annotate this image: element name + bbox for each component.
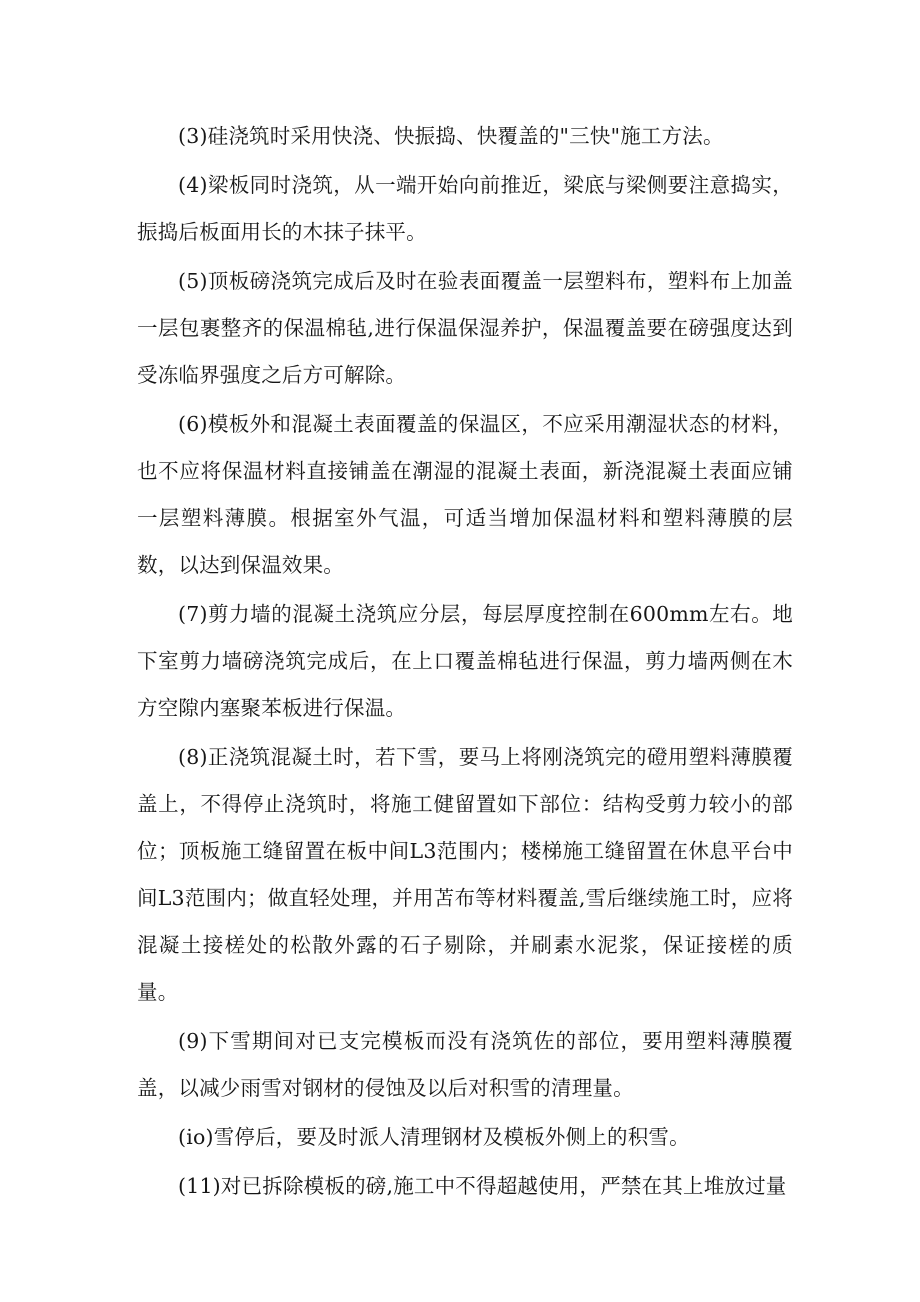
paragraph-6: (6)模板外和混凝土表面覆盖的保温区，不应采用潮湿状态的材料，也不应将保温材料直接铺盖在潮湿的混凝土表面，新浇混凝土表面应铺一层塑料薄膜。根据室外气温，可适当增加保温材料和塑料薄膜的层数，以达到保温效果。 bbox=[137, 412, 793, 577]
paragraph-8: (8)正浇筑混凝土时，若下雪，要马上将刚浇筑完的磴用塑料薄膜覆盖上，不得停止浇筑时，将施工健留置如下部位：结构受剪力较小的部位；顶板施工缝留置在板中间L3范围内；楼梯施工缝留置在休息平台中间L3范围内；做直轻处理，并用苫布等材料覆盖,雪后继续施工时，应将混凝土接槎处的松散外露的石子剔除，并刷素水泥浆，保证接槎的质量。 bbox=[137, 745, 793, 1004]
document-body bbox=[137, 113, 793, 1210]
paragraph-3: (3)硅浇筑时采用快浇、快振捣、快覆盖的"三快"施工方法。 bbox=[178, 124, 724, 148]
paragraph-4: (4)梁板同时浇筑，从一端开始向前推近，梁底与梁侧要注意捣实，振捣后板面用长的木抹子抹平。 bbox=[137, 173, 793, 244]
paragraph-9: (9)下雪期间对已支完模板而没有浇筑佐的部位，要用塑料薄膜覆盖，以减少雨雪对钢材的侵蚀及以后对积雪的清理量。 bbox=[137, 1029, 793, 1100]
paragraph-7: (7)剪力墙的混凝土浇筑应分层，每层厚度控制在600mm左右。地下室剪力墙磅浇筑完成后，在上口覆盖棉毡进行保温，剪力墙两侧在木方空隙内塞聚苯板进行保温。 bbox=[137, 602, 793, 720]
paragraph-11: (11)对已拆除模板的磅,施工中不得超越使用，严禁在其上堆放过量 bbox=[178, 1174, 787, 1198]
paragraph-10: (io)雪停后，要及时派人清理钢材及模板外侧上的积雪。 bbox=[178, 1125, 690, 1149]
paragraph-5: (5)顶板磅浇筑完成后及时在验表面覆盖一层塑料布，塑料布上加盖一层包裹整齐的保温棉毡,进行保温保湿养护，保温覆盖要在磅强度达到受冻临界强度之后方可解除。 bbox=[137, 269, 793, 387]
